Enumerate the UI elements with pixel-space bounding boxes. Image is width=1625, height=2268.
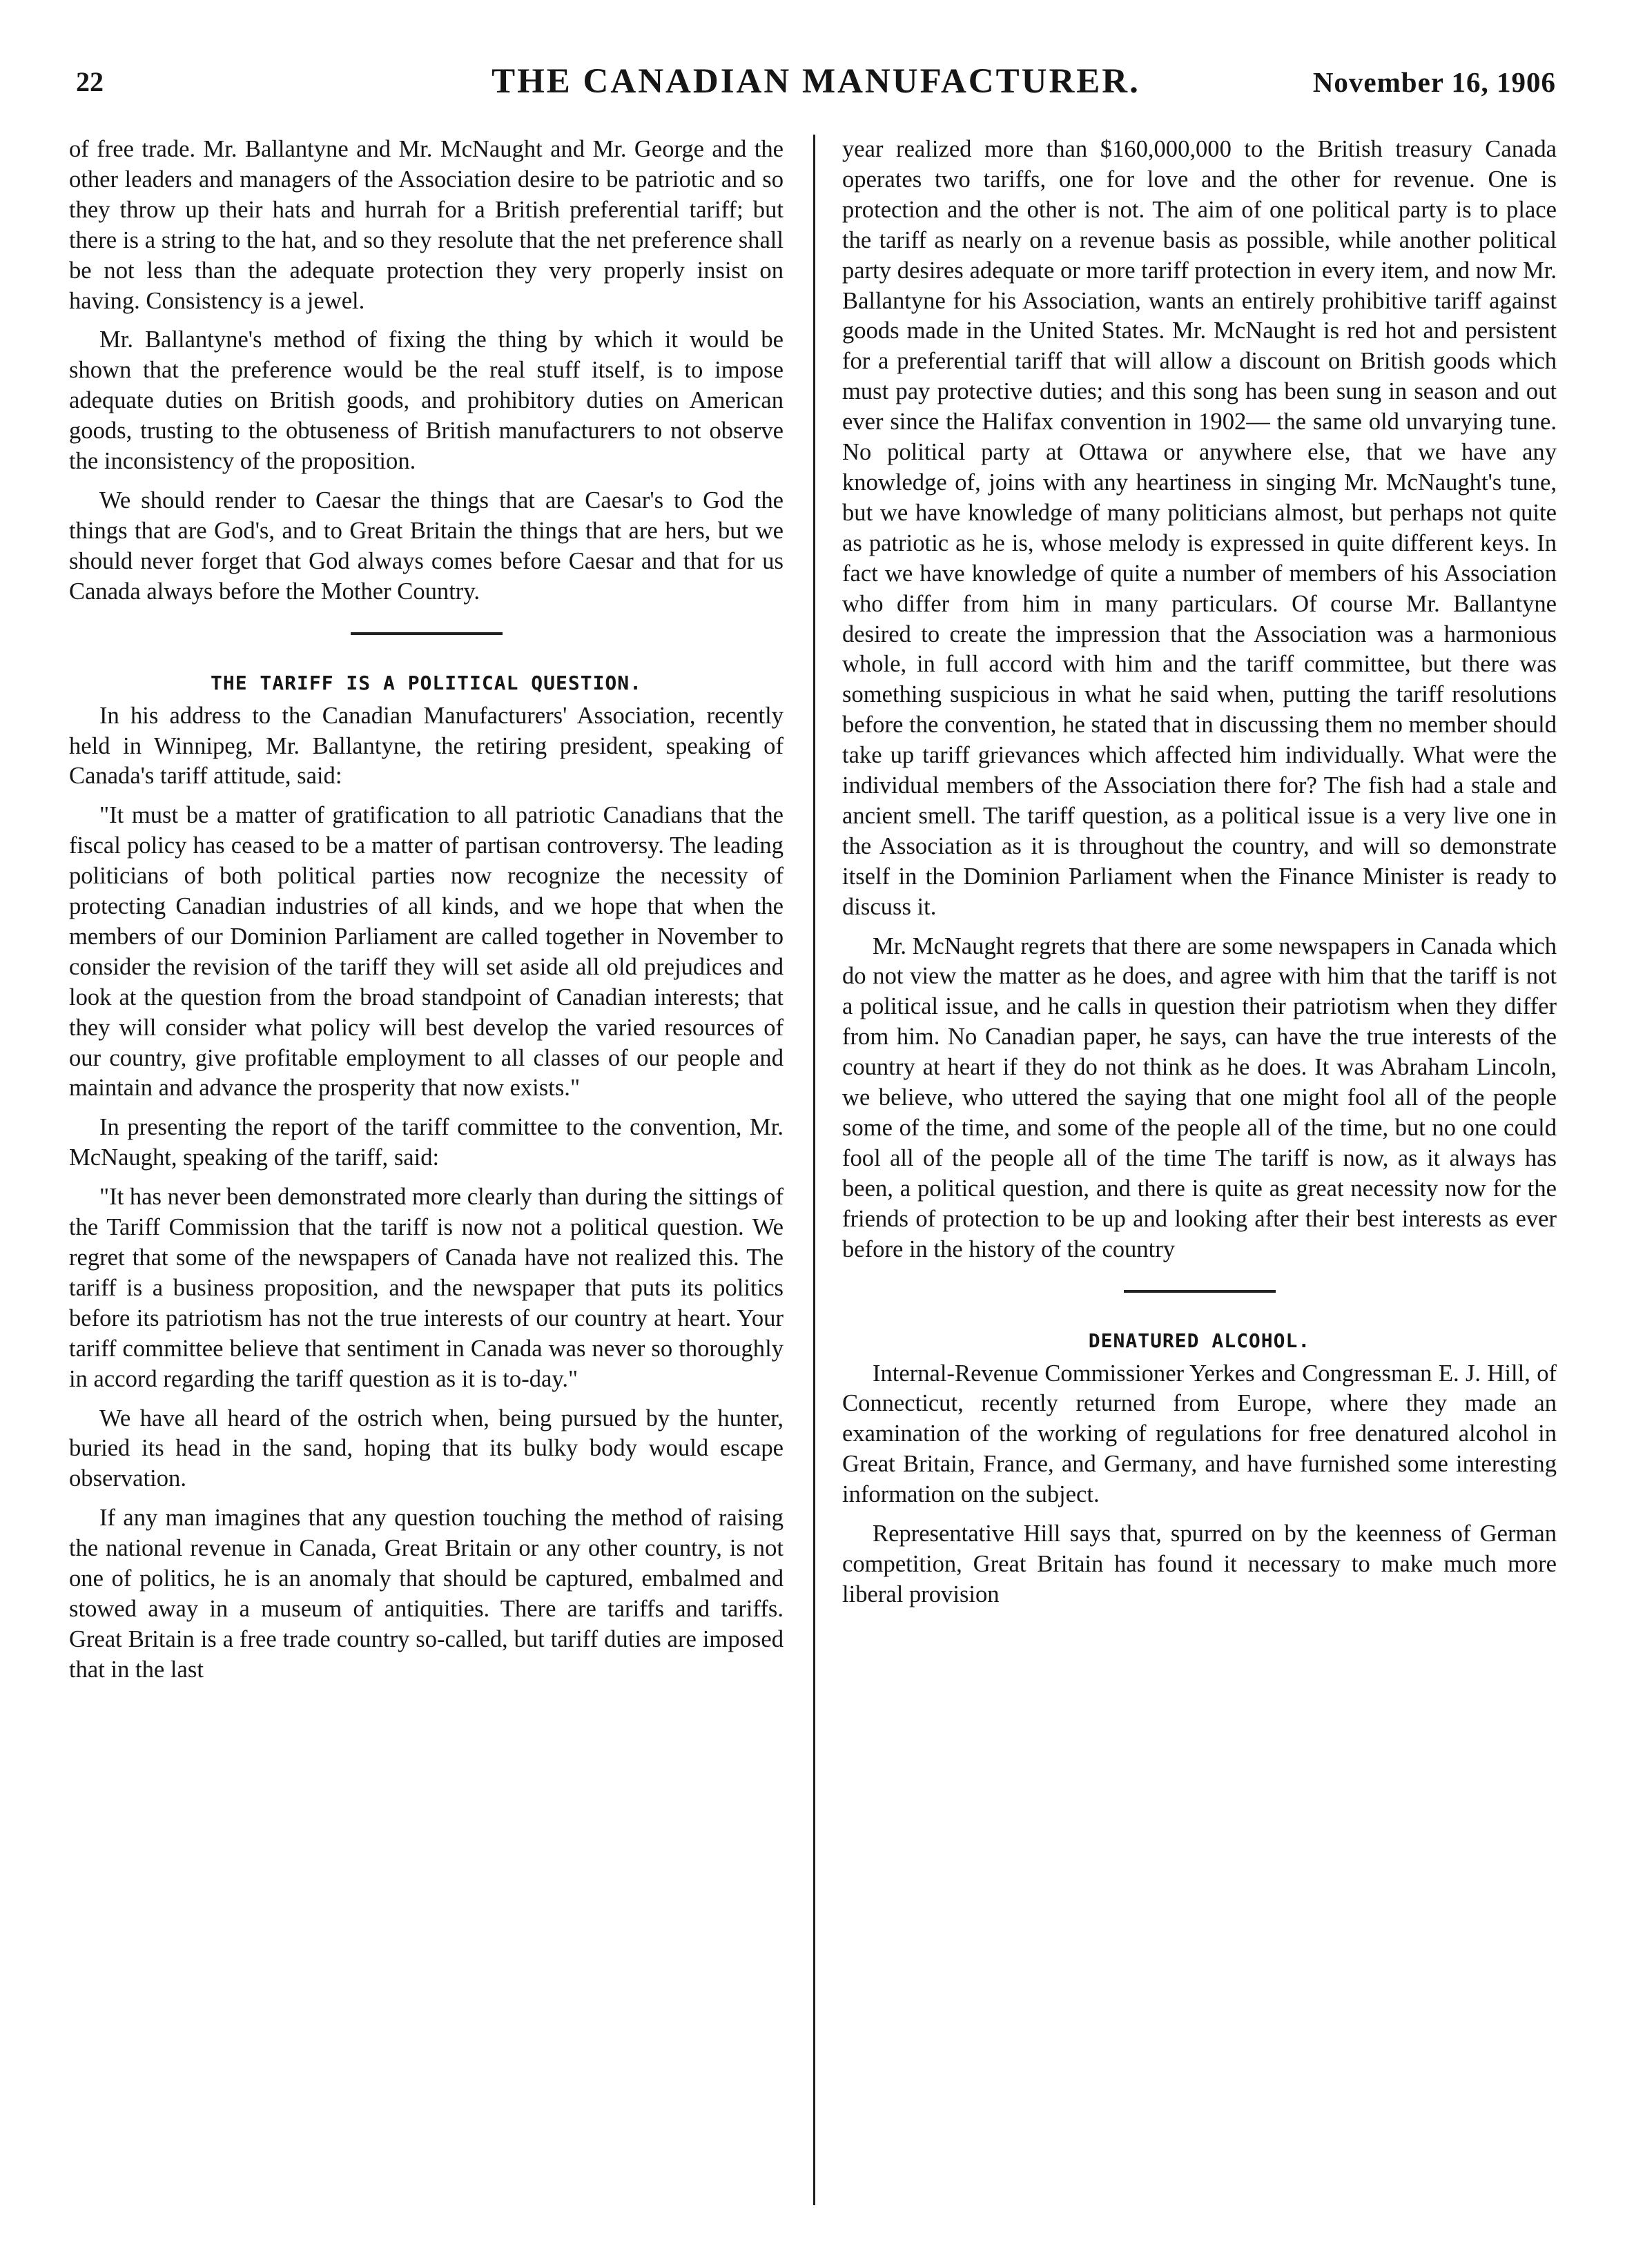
- publication-title: THE CANADIAN MANUFACTURER.: [492, 62, 1140, 101]
- section-divider: [351, 632, 503, 635]
- page-number: 22: [76, 66, 104, 97]
- right-column: [842, 135, 1557, 2229]
- article-heading: THE TARIFF IS A POLITICAL QUESTION.: [210, 671, 642, 694]
- paragraph: Mr. Ballantyne's method of fixing the thing by which it would be shown that the preference would be the real stuff itself, is to impose adequate duties on British goods, and prohibitory duties on American goods, trusting to the obtuseness of British manufacturers to not observe the inconsistency of the proposition.: [69, 326, 784, 475]
- paragraph: We have all heard of the ostrich when, being pursued by the hunter, buried its head in the sand, hoping that its bulky body would escape observation.: [69, 1405, 784, 1492]
- paragraph: We should render to Caesar the things that are Caesar's to God the things that are God's, and to Great Britain the things that are hers, but we should never forget that God always comes before Caesar and that for us Canada always before the Mother Country.: [69, 487, 784, 605]
- paragraph: Mr. McNaught regrets that there are some newspapers in Canada which do not view the matter as he does, and agree with him that the tariff is not a political issue, and he calls in question their patriotism when they differ from him. No Canadian paper, he says, can have the true interests of the country at heart if they do not think as he does. It was Abraham Lincoln, we believe, who uttered the saying that one might fool all of the people some of the time, and some of the people all of the time, but no one could fool all of the people all of the time The tariff is now, as it always has been, a political question, and there is quite as great necessity now for the friends of protection to be up and looking after their best interests as ever before in the history of the country: [842, 932, 1557, 1262]
- paragraph: Internal-Revenue Commissioner Yerkes and Congressman E. J. Hill, of Connecticut, recently returned from Europe, where they made an examination of the working of regulations for free denatured alcohol in Great Britain, France, and Germany, and have furnished some interesting information on the subject.: [842, 1360, 1557, 1508]
- article-heading: DENATURED ALCOHOL.: [1088, 1329, 1311, 1352]
- quote-paragraph: "It must be a matter of gratification to all patriotic Canadians that the fiscal policy has ceased to be a matter of partisan controversy. The leading politicians of both political parties now recognize the necessity of protecting Canadian industries of all kinds, and we hope that when the members of our Dominion Parliament are called together in November to consider the revision of the tariff they will set aside all old prejudices and look at the question from the broad standpoint of Canadian interests; that they will consider what policy will best develop the varied resources of our country, give profitable employment to all classes of our people and maintain and advance the prosperity that now exists.": [69, 802, 784, 1102]
- page-header: [76, 62, 1556, 114]
- paragraph: year realized more than $160,000,000 to the British treasury Canada operates two tariffs, one for love and the other for revenue. One is protection and the other is not. The aim of one political party is to place the tariff as nearly on a revenue basis as possible, while another political party desires adequate or more tariff protection in every item, and now Mr. Ballantyne for his Association, wants an entirely prohibitive tariff against goods made in the United States. Mr. McNaught is red hot and persistent for a preferential tariff that will allow a discount on British goods which must pay protective duties; and this song has been sung in season and out ever since the Halifax convention in 1902— the same old unvarying tune. No political party at Ottawa or anywhere else, that we have any knowledge of, joins with any heartiness in singing Mr. McNaught's tune, but we have knowledge of many politicians almost, but perhaps not quite as patriotic as he is, whose melody is expressed in quite different keys. In fact we have knowledge of quite a number of members of his Association who differ from him in many particulars. Of course Mr. Ballantyne desired to create the impression that the Association was a harmonious whole, in full accord with him and the tariff committee, but there was something suspicious in what he said when, putting the tariff resolutions before the convention, he stated that in discussing them no member should take up tariff grievances which affected him individually. What were the individual members of the Association there for? The fish had a stale and ancient smell. The tariff question, as a political issue is a very live one in the Association as it is throughout the country, and will so demonstrate itself in the Dominion Parliament when the Finance Minister is ready to discuss it.: [842, 136, 1557, 920]
- paragraph: In presenting the report of the tariff committee to the convention, Mr. McNaught, speaking of the tariff, said:: [69, 1114, 784, 1171]
- section-divider: [1124, 1290, 1276, 1293]
- column-divider: [813, 135, 815, 2205]
- issue-date: November 16, 1906: [1312, 66, 1556, 98]
- paragraph: Representative Hill says that, spurred on by the keenness of German competition, Great Britain has found it necessary to make much more liberal provision: [842, 1521, 1557, 1607]
- quote-paragraph: "It has never been demonstrated more clearly than during the sittings of the Tariff Commission that the tariff is now not a political question. We regret that some of the newspapers of Canada have not realized this. The tariff is a business proposition, and the newspaper that puts its politics before its patriotism has not the true interests of our country at heart. Your tariff committee believe that sentiment in Canada was never so thoroughly in accord regarding the tariff question as it is to-day.": [69, 1184, 784, 1392]
- left-column: [69, 135, 784, 2229]
- paragraph: If any man imagines that any question touching the method of raising the national revenue in Canada, Great Britain or any other country, is not one of politics, he is an anomaly that should be captured, embalmed and stowed away in a museum of antiquities. There are tariffs and tariffs. Great Britain is a free trade country so-called, but tariff duties are imposed that in the last: [69, 1505, 784, 1683]
- paragraph: In his address to the Canadian Manufacturers' Association, recently held in Winnipeg, Mr. Ballantyne, the retiring president, speaking of Canada's tariff attitude, said:: [69, 702, 784, 790]
- paragraph: of free trade. Mr. Ballantyne and Mr. McNaught and Mr. George and the other leaders and managers of the Association desire to be patriotic and so they throw up their hats and hurrah for a British preferential tariff; but there is a string to the hat, and so they resolute that the net preference shall be not less than the adequate protection they very properly insist on having. Consistency is a jewel.: [69, 136, 784, 314]
